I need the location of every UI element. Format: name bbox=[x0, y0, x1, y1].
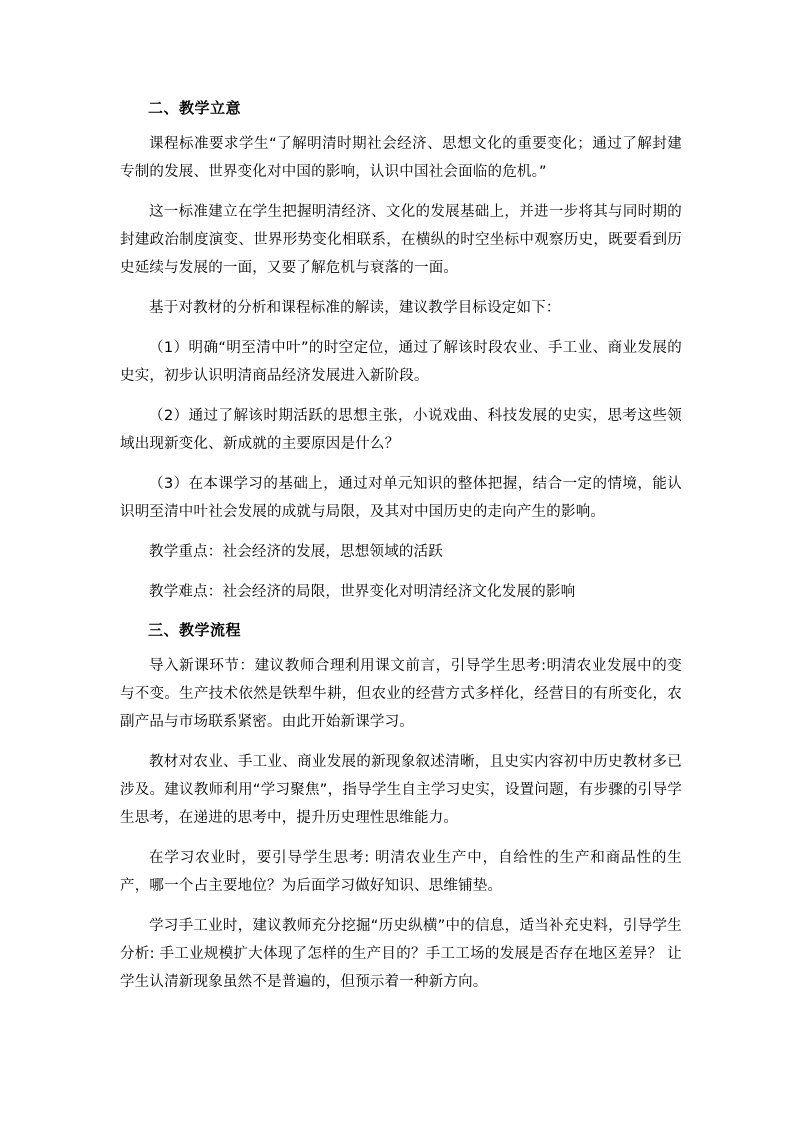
document-body bbox=[120, 96, 682, 1008]
teaching-goal-3: （3）在本课学习的基础上，通过对单元知识的整体把握，结合一定的情境，能认识明至清中叶社会发展的成就与局限，及其对中国历史的走向产生的影响。 bbox=[120, 476, 682, 520]
paragraph: 基于对教材的分析和课程标准的解读，建议教学目标设定如下： bbox=[149, 300, 561, 316]
teaching-difficulty: 教学难点：社会经济的局限，世界变化对明清经济文化发展的影响 bbox=[149, 584, 576, 600]
paragraph: 在学习农业时，要引导学生思考: 明清农业生产中，自给性的生产和商品性的生产，哪一个占主要地位？为后面学习做好知识、思维铺垫。 bbox=[120, 850, 682, 894]
paragraph: 导入新课环节：建议教师合理利用课文前言，引导学生思考:明清农业发展中的变与不变。生产技术依然是铁犁牛耕，但农业的经营方式多样化，经营目的有所变化，农副产品与市场联系紧密。由此开始新课学习。 bbox=[120, 658, 682, 730]
section-heading-teaching-intent: 二、教学立意 bbox=[148, 99, 242, 117]
teaching-goal-1: （1）明确“明至清中叶”的时空定位，通过了解该时段农业、手工业、商业发展的史实，初步认识明清商品经济发展进入新阶段。 bbox=[120, 340, 682, 384]
paragraph: 教材对农业、手工业、商业发展的新现象叙述清晰，且史实内容初中历史教材多已涉及。建议教师利用“学习聚焦”，指导学生自主学习史实，设置问题，有步骤的引导学生思考，在递进的思考中，提升历史理性思维能力。 bbox=[120, 754, 682, 826]
paragraph: 课程标准要求学生“了解明清时期社会经济、思想文化的重要变化；通过了解封建专制的发展、世界变化对中国的影响，认识中国社会面临的危机。” bbox=[120, 136, 682, 180]
teaching-goal-2: （2）通过了解该时期活跃的思想主张，小说戏曲、科技发展的史实，思考这些领域出现新变化、新成就的主要原因是什么？ bbox=[120, 408, 682, 452]
teaching-key-point: 教学重点：社会经济的发展，思想领域的活跃 bbox=[149, 544, 443, 560]
section-heading-teaching-process: 三、教学流程 bbox=[148, 621, 242, 639]
paragraph: 这一标准建立在学生把握明清经济、文化的发展基础上，并进一步将其与同时期的封建政治制度演变、世界形势变化相联系，在横纵的时空坐标中观察历史，既要看到历史延续与发展的一面，又要了解危机与衰落的一面。 bbox=[120, 204, 682, 276]
paragraph: 学习手工业时，建议教师充分挖掘“历史纵横”中的信息，适当补充史料，引导学生分析: 手工业规模扩大体现了怎样的生产目的？手工工场的发展是否存在地区差异？ 让学生认清新现象虽然不是普遍的，但预示着一种新方向。 bbox=[120, 918, 682, 990]
